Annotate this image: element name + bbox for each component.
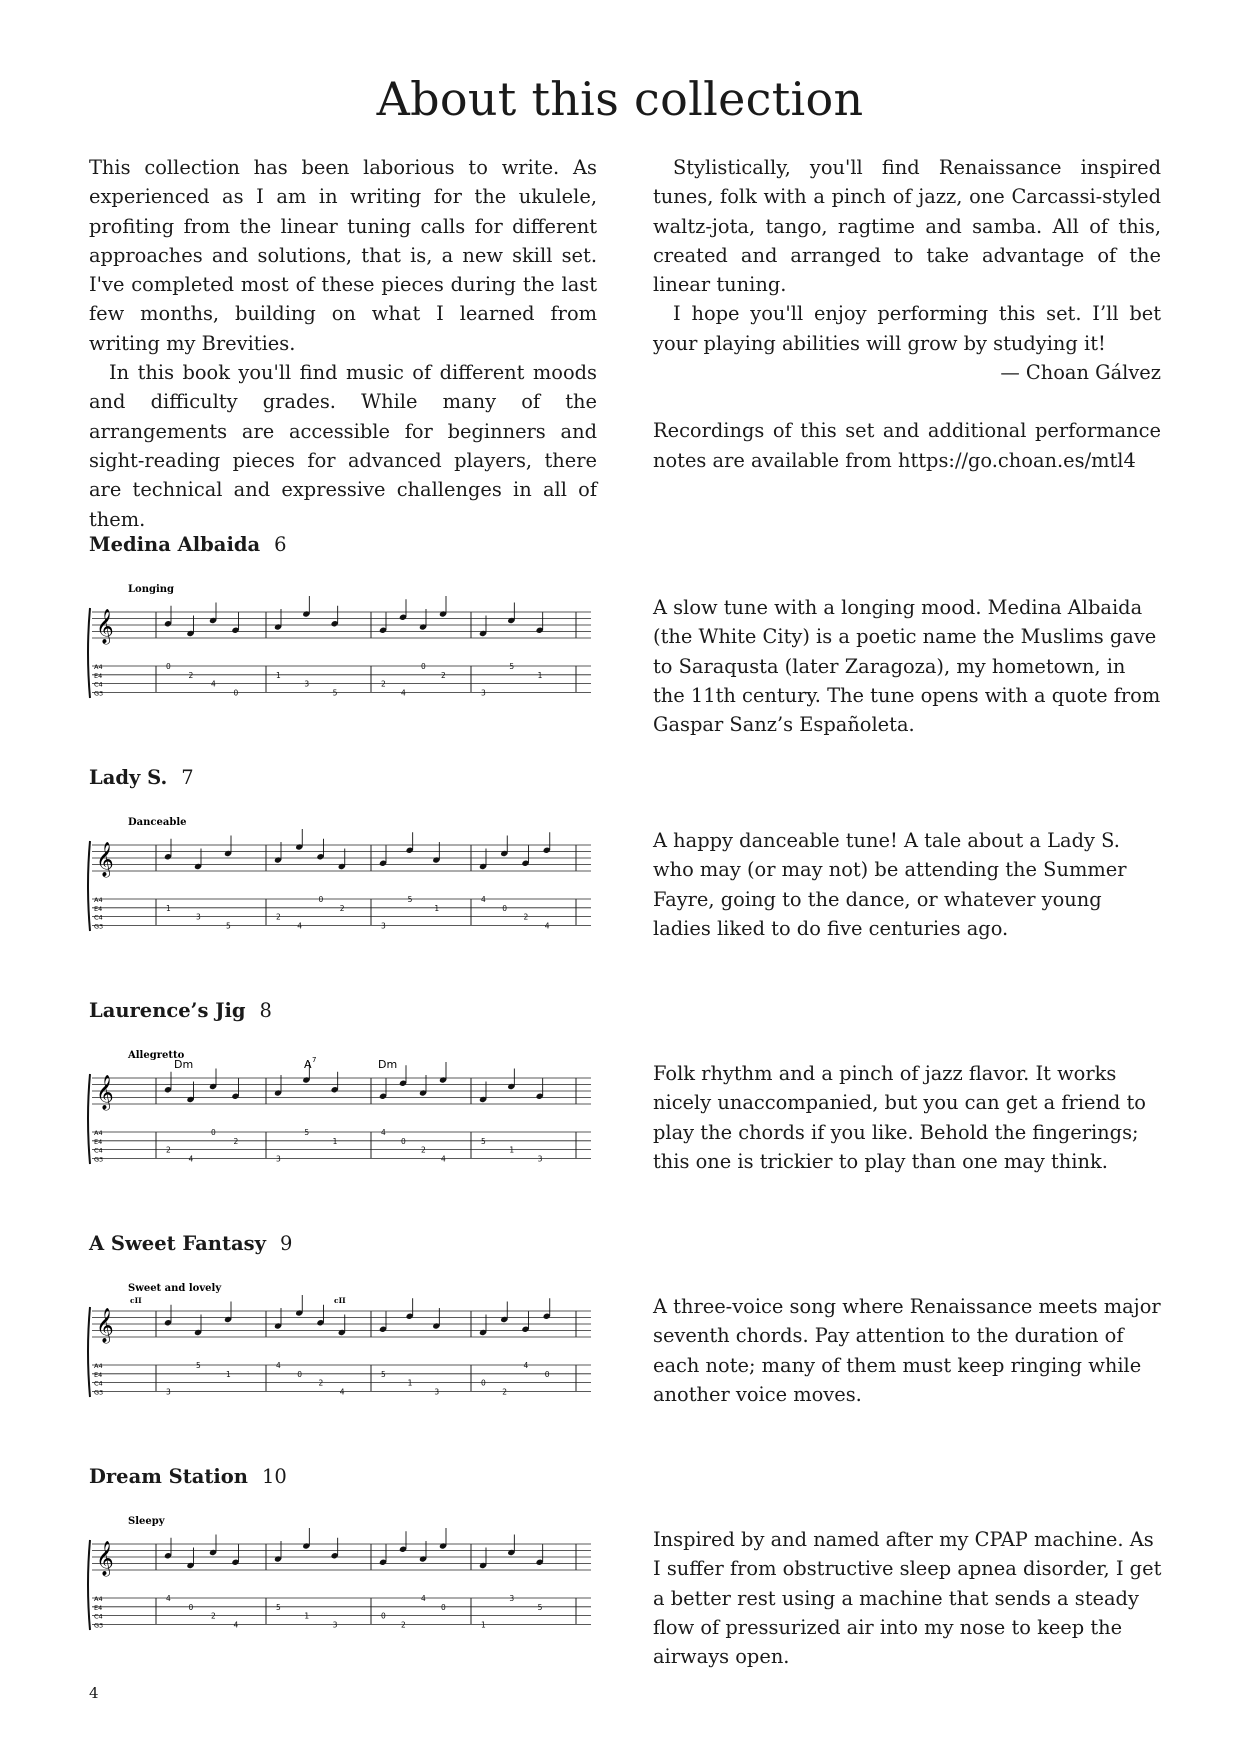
tab-string-label: A4 [94, 1595, 103, 1603]
tab-fret-number: 3 [537, 1154, 543, 1164]
tab-fret-number: 4 [401, 688, 406, 698]
tab-fret-number: 0 [421, 662, 426, 671]
tab-fret-number: 5 [332, 688, 338, 698]
score-excerpt [86, 1275, 596, 1415]
tab-fret-number: 2 [233, 1136, 239, 1146]
piece-description: A three-voice song where Renaissance meets major seventh chords. Pay attention to the duration of each note; many of them must keep ringing while another voice moves. [653, 1295, 1161, 1406]
tab-fret-number: 4 [523, 1361, 529, 1370]
tab-fret-number: 2 [401, 1620, 406, 1630]
tab-string-label: G3 [94, 689, 104, 698]
tab-fret-number: 0 [381, 1611, 386, 1621]
tab-fret-number: 4 [233, 1620, 239, 1630]
tab-fret-number: 5 [509, 662, 515, 671]
tab-fret-number: 2 [339, 903, 345, 913]
piece-title: Dream Station 10 [89, 1465, 287, 1488]
tab-fret-number: 3 [481, 688, 486, 698]
piece-page-number: 10 [261, 1465, 287, 1488]
tab-fret-number: 5 [226, 921, 231, 931]
tab-fret-number: 0 [188, 1602, 194, 1612]
tab-fret-number: 2 [502, 1387, 508, 1397]
chord-superscript: 7 [312, 1056, 317, 1064]
piece-description: Inspired by and named after my CPAP machine. As I suffer from obstructive sleep apnea disorder, I get a better rest using a machine that sends a steady flow of pressurized air into my nose to keep the airways open. [653, 1528, 1162, 1669]
tab-fret-number: 2 [166, 1145, 171, 1155]
tab-fret-number: 4 [166, 1594, 171, 1603]
tempo-marking: Longing [128, 584, 175, 595]
tab-fret-number: 3 [381, 921, 386, 931]
tab-fret-number: 0 [401, 1136, 406, 1146]
tab-string-label: E4 [94, 904, 103, 913]
tab-fret-number: 0 [166, 662, 171, 671]
piece-title: Medina Albaida 6 [89, 533, 287, 556]
tab-string-label: E4 [94, 1137, 103, 1146]
tab-string-label: A4 [94, 663, 103, 671]
piece-title: Laurence’s Jig 8 [89, 999, 272, 1022]
tab-string-label: G3 [94, 922, 104, 931]
tab-fret-number: 1 [481, 1620, 486, 1630]
piece-description: A happy danceable tune! A tale about a Lady S. who may (or may not) be attending the Summer Fayre, going to the dance, or whatever young ladies liked to do five centuries ago. [653, 829, 1127, 940]
system-bracket [88, 1307, 90, 1397]
system-bracket [88, 1540, 90, 1630]
score-svg [86, 576, 596, 716]
treble-clef-icon: 𝄞 [96, 1308, 114, 1343]
tab-fret-number: 4 [441, 1154, 446, 1164]
tab-string-label: C4 [94, 680, 103, 689]
tab-fret-number: 4 [276, 1361, 281, 1370]
system-bracket [88, 841, 90, 931]
page-number: 4 [89, 1684, 99, 1702]
score-svg [86, 1275, 596, 1415]
intro-right-column [653, 153, 1161, 475]
tab-fret-number: 3 [434, 1387, 440, 1397]
intro-paragraph: I hope you'll enjoy performing this set. I’ll bet your playing abilities will grow by studying it! [653, 302, 1161, 355]
tab-fret-number: 4 [297, 921, 303, 931]
tab-fret-number: 0 [211, 1128, 216, 1137]
author-signature: — Choan Gálvez [1000, 361, 1161, 385]
tab-fret-number: 4 [188, 1154, 194, 1164]
tab-fret-number: 3 [166, 1387, 171, 1397]
tab-fret-number: 1 [509, 1145, 515, 1155]
tab-string-label: C4 [94, 1612, 103, 1621]
tab-fret-number: 2 [211, 1611, 216, 1621]
tab-fret-number: 0 [481, 1378, 486, 1388]
score-svg [86, 1508, 596, 1648]
tab-fret-number: 2 [381, 679, 386, 689]
tab-fret-number: 4 [421, 1594, 426, 1603]
page-title: About this collection [376, 72, 864, 126]
tab-fret-number: 2 [523, 912, 529, 922]
tab-fret-number: 0 [297, 1369, 303, 1379]
intro-paragraph: Stylistically, you'll find Renaissance inspired tunes, folk with a pinch of jazz, one Carcassi-styled waltz-jota, tango, ragtime and samba. All of this, created and arranged to take advantage of the linear tuning. [653, 156, 1161, 297]
tab-fret-number: 1 [332, 1136, 338, 1146]
system-bracket [88, 608, 90, 698]
barre-marking: cII [130, 1296, 142, 1305]
tab-string-label: G3 [94, 1388, 104, 1397]
tab-fret-number: 3 [509, 1594, 515, 1603]
tempo-marking: Danceable [128, 817, 187, 828]
chord-symbol: Dm [378, 1058, 398, 1071]
tab-fret-number: 1 [226, 1369, 231, 1379]
tab-fret-number: 5 [381, 1369, 386, 1379]
tab-fret-number: 5 [407, 895, 413, 904]
tab-fret-number: 0 [544, 1369, 550, 1379]
tab-fret-number: 0 [318, 895, 324, 904]
tab-fret-number: 1 [537, 670, 543, 680]
score-excerpt [86, 1042, 596, 1182]
tab-fret-number: 0 [441, 1602, 446, 1612]
tab-fret-number: 4 [481, 895, 486, 904]
piece-description: A slow tune with a longing mood. Medina Albaida (the White City) is a poetic name the Muslims gave to Saraqusta (later Zaragoza), my hometown, in the 11th century. The tune opens with a quote from Gaspar Sanz’s Españoleta. [653, 596, 1161, 737]
tab-string-label: E4 [94, 1603, 103, 1612]
tab-fret-number: 0 [502, 903, 508, 913]
treble-clef-icon: 𝄞 [96, 1541, 114, 1576]
tab-fret-number: 4 [381, 1128, 386, 1137]
tab-fret-number: 5 [537, 1602, 543, 1612]
tab-fret-number: 5 [481, 1136, 486, 1146]
tab-string-label: A4 [94, 1129, 103, 1137]
tab-fret-number: 5 [276, 1602, 281, 1612]
recordings-note: Recordings of this set and additional performance notes are available from https://go.choan.es/mtl4 [653, 419, 1161, 472]
tab-fret-number: 1 [304, 1611, 310, 1621]
barre-marking: cII [334, 1296, 346, 1305]
treble-clef-icon: 𝄞 [96, 842, 114, 877]
piece-page-number: 8 [259, 999, 272, 1022]
tab-fret-number: 1 [276, 670, 281, 680]
tab-fret-number: 3 [332, 1620, 338, 1630]
tab-fret-number: 0 [233, 688, 239, 698]
tab-string-label: C4 [94, 913, 103, 922]
tab-fret-number: 2 [318, 1378, 324, 1388]
piece-title: Lady S. 7 [89, 766, 194, 789]
tab-string-label: E4 [94, 671, 103, 680]
tab-fret-number: 3 [304, 679, 310, 689]
tab-string-label: G3 [94, 1155, 104, 1164]
score-excerpt [86, 809, 596, 949]
tab-fret-number: 5 [196, 1361, 201, 1370]
intro-paragraph: In this book you'll find music of different moods and difficulty grades. While many of the arrangements are accessible for beginners and sight-reading pieces for advanced players, there are technical and expressive challenges in all of them. [89, 361, 597, 531]
piece-page-number: 9 [279, 1232, 293, 1255]
tab-fret-number: 4 [211, 679, 216, 689]
treble-clef-icon: 𝄞 [96, 1075, 114, 1110]
tab-fret-number: 4 [544, 921, 550, 931]
piece-page-number: 6 [274, 533, 287, 556]
tab-string-label: C4 [94, 1146, 103, 1155]
tempo-marking: Sweet and lovely [128, 1283, 222, 1294]
system-bracket [88, 1074, 90, 1164]
tab-string-label: A4 [94, 896, 103, 904]
tab-fret-number: 2 [441, 670, 446, 680]
chord-symbol: Dm [174, 1058, 194, 1071]
tab-fret-number: 2 [188, 670, 194, 680]
intro-paragraph: This collection has been laborious to write. As experienced as I am in writing for the ukulele, profiting from the linear tuning calls for different approaches and solutions, that is, a new skill set. I've completed most of these pieces during the last few months, building on what I learned from writing my Brevities. [89, 156, 597, 355]
tab-fret-number: 3 [276, 1154, 281, 1164]
piece-description: Folk rhythm and a pinch of jazz flavor. It works nicely unaccompanied, but you can get a friend to play the chords if you like. Behold the fingerings; this one is trickier to play than one may think. [653, 1062, 1146, 1173]
score-svg [86, 1042, 596, 1182]
tab-fret-number: 1 [434, 903, 440, 913]
intro-left-column [89, 153, 597, 534]
piece-title: A Sweet Fantasy 9 [89, 1232, 293, 1255]
treble-clef-icon: 𝄞 [96, 609, 114, 644]
tab-fret-number: 1 [166, 903, 171, 913]
tab-fret-number: 4 [339, 1387, 345, 1397]
tab-string-label: G3 [94, 1621, 104, 1630]
chord-symbol: A [304, 1058, 312, 1071]
score-excerpt [86, 1508, 596, 1648]
tab-string-label: E4 [94, 1370, 103, 1379]
tab-fret-number: 2 [276, 912, 281, 922]
tab-fret-number: 5 [304, 1128, 310, 1137]
score-svg [86, 809, 596, 949]
tab-string-label: C4 [94, 1379, 103, 1388]
tab-string-label: A4 [94, 1362, 103, 1370]
tab-fret-number: 2 [421, 1145, 426, 1155]
score-excerpt [86, 576, 596, 716]
tab-fret-number: 3 [196, 912, 201, 922]
tempo-marking: Sleepy [128, 1516, 165, 1527]
tab-fret-number: 1 [407, 1378, 413, 1388]
tempo-marking: Allegretto [128, 1050, 185, 1061]
piece-page-number: 7 [181, 766, 194, 789]
